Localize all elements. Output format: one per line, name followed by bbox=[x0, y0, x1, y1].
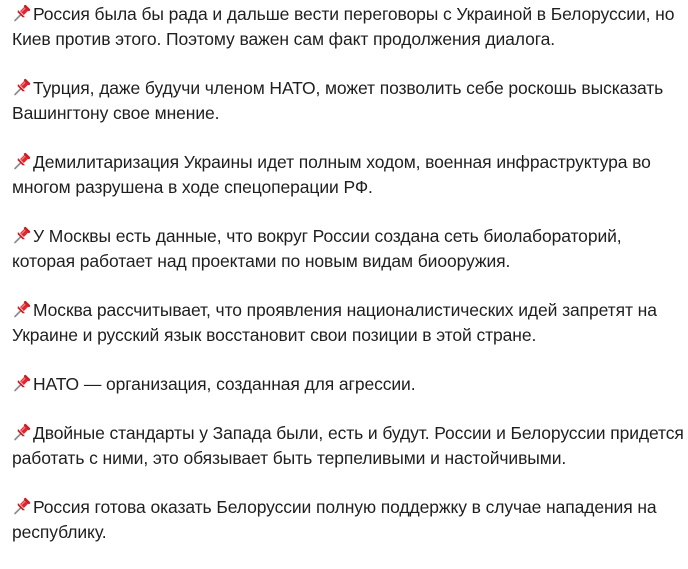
pushpin-icon bbox=[12, 422, 32, 442]
item-text: НАТО — организация, созданная для агрессии. bbox=[33, 374, 416, 394]
list-item-4 bbox=[12, 224, 684, 274]
item-text: Демилитаризация Украины идет полным ходом, военная инфраструктура во многом разрушена в ходе спецоперации РФ. bbox=[12, 152, 651, 197]
list-item-3 bbox=[12, 150, 684, 200]
item-text: У Москвы есть данные, что вокруг России создана сеть биолабораторий, которая работает над проектами по новым видам биооружия. bbox=[12, 226, 622, 271]
item-text: Москва рассчитывает, что проявления националистических идей запретят на Украине и русский язык восстановит свои позиции в этой стране. bbox=[12, 300, 657, 345]
post-body bbox=[12, 2, 684, 569]
list-item-8 bbox=[12, 495, 684, 545]
list-item-6 bbox=[12, 372, 684, 397]
item-text: Двойные стандарты у Запада были, есть и будут. России и Белоруссии придется работать с ними, это обязывает быть терпеливыми и настойчивыми. bbox=[12, 423, 684, 468]
item-text: Россия готова оказать Белоруссии полную поддержку в случае нападения на республику. bbox=[12, 497, 657, 542]
item-text: Турция, даже будучи членом НАТО, может позволить себе роскошь высказать Вашингтону свое мнение. bbox=[12, 78, 664, 123]
list-item-5 bbox=[12, 298, 684, 348]
pushpin-icon bbox=[12, 77, 32, 97]
pushpin-icon bbox=[12, 299, 32, 319]
pushpin-icon bbox=[12, 373, 32, 393]
pushpin-icon bbox=[12, 225, 32, 245]
pushpin-icon bbox=[12, 151, 32, 171]
pushpin-icon bbox=[12, 3, 32, 23]
list-item-1 bbox=[12, 2, 684, 52]
item-text: Россия была бы рада и дальше вести переговоры с Украиной в Белоруссии, но Киев против этого. Поэтому важен сам факт продолжения диалога. bbox=[12, 4, 675, 49]
list-item-7 bbox=[12, 421, 684, 471]
statement-list bbox=[12, 2, 684, 545]
list-item-2 bbox=[12, 76, 684, 126]
pushpin-icon bbox=[12, 496, 32, 516]
